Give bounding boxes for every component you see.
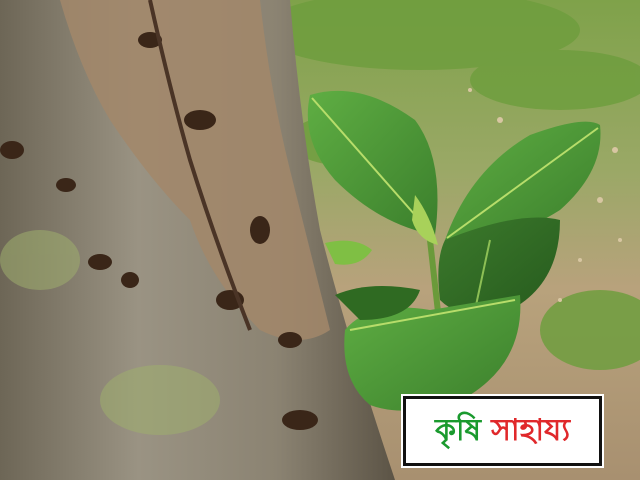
watermark-word-krishi: কৃষি [434, 413, 482, 448]
watermark-logo [403, 396, 602, 466]
watermark-word-sahajjo: সাহায্য [491, 413, 571, 448]
